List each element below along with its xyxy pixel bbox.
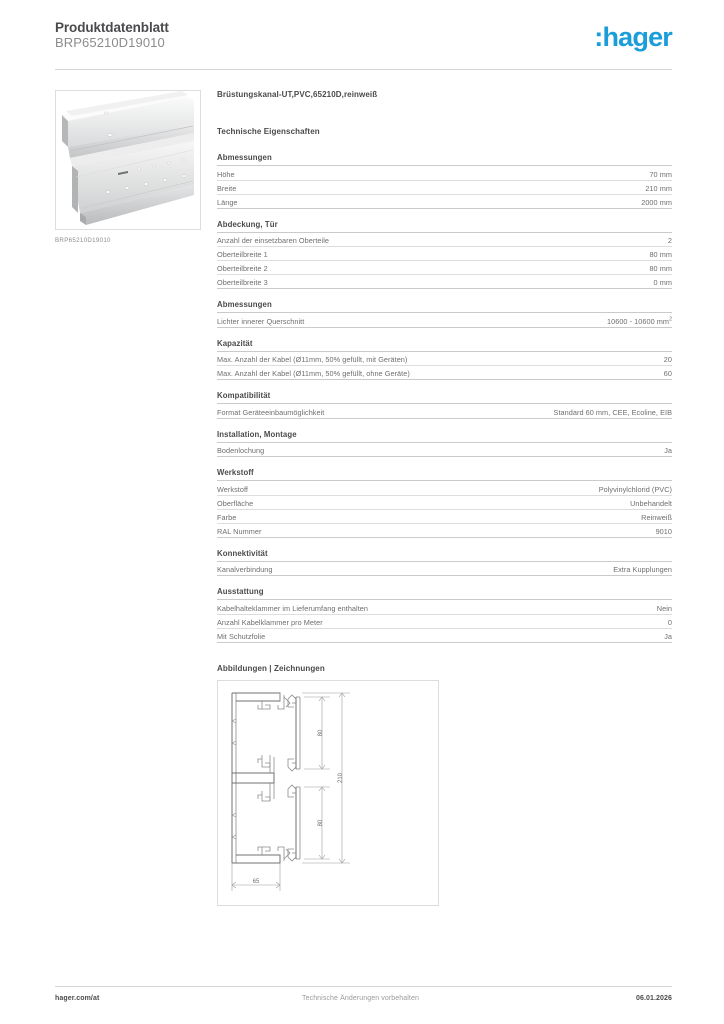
spec-group-title: Abmessungen [217, 153, 672, 166]
spec-value: Polyvinylchlorid (PVC) [517, 481, 672, 495]
dimension-label-overall-height: 210 [338, 772, 344, 783]
spec-group-title: Konnektivität [217, 549, 672, 562]
spec-label: Mit Schutzfolie [217, 628, 517, 642]
spec-value: 9010 [517, 523, 672, 537]
spec-label: Höhe [217, 166, 517, 180]
table-row [217, 366, 672, 380]
spec-label: Länge [217, 194, 517, 208]
dimension-label-lower-section: 80 [318, 819, 324, 826]
footer-website[interactable]: hager.com/at [55, 995, 100, 1002]
product-name: Brüstungskanal-UT,PVC,65210D,reinweiß [217, 90, 378, 99]
spec-value: 80 mm [517, 247, 672, 261]
table-row [217, 233, 672, 247]
spec-label: Werkstoff [217, 481, 517, 495]
table-row [217, 275, 672, 289]
spec-label: Kanalverbindung [217, 562, 517, 576]
product-image-caption: BRP65210D19010 [55, 237, 111, 244]
spec-group [217, 587, 672, 643]
table-row [217, 614, 672, 628]
product-photo-trunking-profile [56, 91, 200, 229]
spec-group [217, 430, 672, 458]
table-row [217, 481, 672, 495]
drawings-heading: Abbildungen | Zeichnungen [217, 663, 325, 673]
spec-value: 70 mm [517, 166, 672, 180]
spec-group [217, 153, 672, 209]
spec-group-title: Werkstoff [217, 468, 672, 481]
dimension-label-upper-section: 80 [318, 729, 324, 736]
product-image [55, 90, 201, 230]
spec-group [217, 339, 672, 381]
spec-label: Farbe [217, 509, 517, 523]
table-row [217, 600, 672, 614]
superscript: 2 [669, 316, 672, 323]
spec-label: Kabelhalteklammer im Lieferumfang enthalten [217, 600, 517, 614]
spec-table [217, 404, 672, 419]
spec-table [217, 600, 672, 643]
spec-label: Max. Anzahl der Kabel (Ø11mm, 50% gefüllt, ohne Geräte) [217, 366, 517, 380]
spec-label: Max. Anzahl der Kabel (Ø11mm, 50% gefüllt, mit Geräten) [217, 352, 517, 366]
table-row [217, 562, 672, 576]
table-row [217, 495, 672, 509]
technical-properties-heading: Technische Eigenschaften [217, 127, 320, 136]
spec-value: Reinweiß [517, 509, 672, 523]
hager-logo: :hager [594, 22, 672, 52]
spec-value: 0 mm [517, 275, 672, 289]
page-header [55, 20, 672, 68]
spec-value: Ja [517, 628, 672, 642]
spec-value: 2000 mm [517, 194, 672, 208]
spec-value: 60 [517, 366, 672, 380]
spec-table [217, 166, 672, 209]
spec-group [217, 300, 672, 328]
spec-table [217, 443, 672, 458]
footer-disclaimer: Technische Änderungen vorbehalten [302, 995, 419, 1002]
footer-date: 06.01.2026 [635, 995, 672, 1002]
spec-label: Oberteilbreite 2 [217, 261, 517, 275]
spec-group [217, 220, 672, 290]
spec-table [217, 313, 672, 328]
product-figure [55, 90, 203, 244]
table-row [217, 523, 672, 537]
spec-label: Breite [217, 180, 517, 194]
spec-value: 10600 - 10600 $mm^2$ [517, 313, 672, 327]
spec-value: 0 [517, 614, 672, 628]
spec-value: Nein [517, 600, 672, 614]
spec-value: Extra Kupplungen [517, 562, 672, 576]
spec-group [217, 549, 672, 577]
table-row [217, 628, 672, 642]
spec-label: Lichter innerer Querschnitt [217, 313, 517, 327]
spec-group-title: Kapazität [217, 339, 672, 352]
page-title: Produktdatenblatt [55, 20, 169, 35]
table-row [217, 166, 672, 180]
spec-label: Oberteilbreite 3 [217, 275, 517, 289]
table-row [217, 194, 672, 208]
spec-label: Oberteilbreite 1 [217, 247, 517, 261]
table-row [217, 404, 672, 418]
specifications-content [217, 90, 672, 906]
spec-label: Anzahl Kabelklammer pro Meter [217, 614, 517, 628]
spec-table [217, 562, 672, 577]
spec-table [217, 481, 672, 538]
table-row [217, 313, 672, 327]
spec-value: 2 [517, 233, 672, 247]
spec-value: Ja [517, 443, 672, 457]
spec-value: 20 [517, 352, 672, 366]
spec-group-title: Abmessungen [217, 300, 672, 313]
header-divider [55, 69, 672, 70]
table-row [217, 443, 672, 457]
spec-group-title: Kompatibilität [217, 391, 672, 404]
table-row [217, 509, 672, 523]
spec-label: Oberfläche [217, 495, 517, 509]
spec-table [217, 352, 672, 381]
footer-divider [55, 986, 672, 987]
spec-label: RAL Nummer [217, 523, 517, 537]
spec-label: Bodenlochung [217, 443, 517, 457]
spec-group-title: Abdeckung, Tür [217, 220, 672, 233]
spec-label: Format Geräteeinbaumöglichkeit [217, 404, 517, 418]
page-footer [55, 995, 672, 1009]
spec-value: Unbehandelt [517, 495, 672, 509]
cross-section-drawing [218, 681, 438, 905]
spec-table [217, 233, 672, 290]
technical-drawing [217, 680, 439, 906]
table-row [217, 261, 672, 275]
table-row [217, 180, 672, 194]
spec-value: 210 mm [517, 180, 672, 194]
spec-groups-container [217, 153, 672, 643]
dimension-label-depth: 65 [252, 878, 260, 885]
table-row [217, 352, 672, 366]
spec-value: 80 mm [517, 261, 672, 275]
spec-label: Anzahl der einsetzbaren Oberteile [217, 233, 517, 247]
table-row [217, 247, 672, 261]
spec-group-title: Installation, Montage [217, 430, 672, 443]
spec-group [217, 391, 672, 419]
spec-value: Standard 60 mm, CEE, Ecoline, EIB [517, 404, 672, 418]
page-subtitle-article-number: BRP65210D19010 [55, 35, 165, 50]
spec-group [217, 468, 672, 538]
spec-group-title: Ausstattung [217, 587, 672, 600]
